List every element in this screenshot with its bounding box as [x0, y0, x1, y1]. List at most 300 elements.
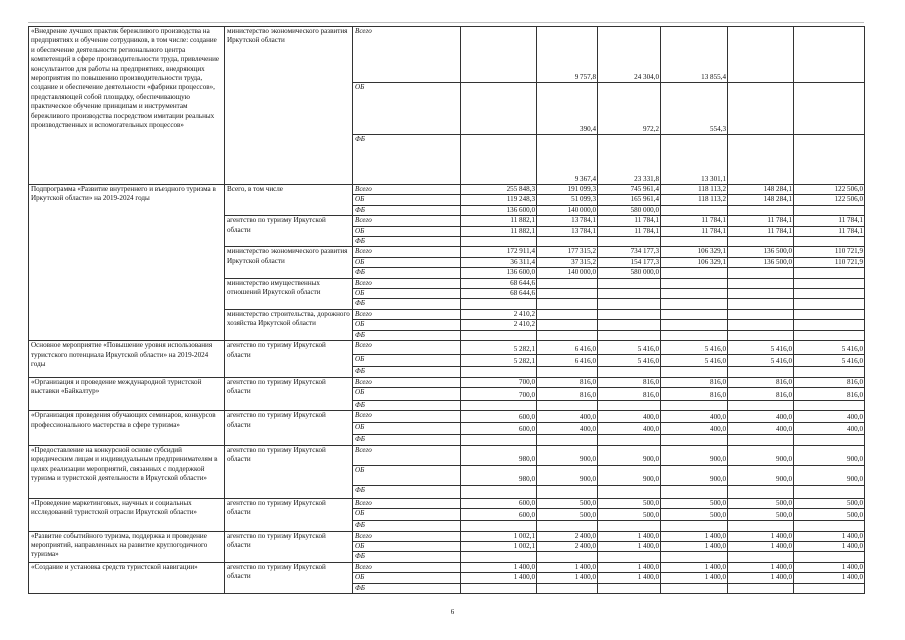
amount-cell [794, 205, 865, 215]
amount-cell: 900,0 [598, 465, 661, 485]
amount-cell: 2 400,0 [537, 541, 598, 551]
top-rule [28, 22, 864, 23]
amount-cell [728, 289, 794, 299]
amount-cell: 11 784,1 [794, 216, 865, 226]
amount-cell: 400,0 [728, 423, 794, 435]
amount-cell [598, 521, 661, 531]
amount-cell [794, 289, 865, 299]
amount-cell [728, 521, 794, 531]
executor-cell: агентство по туризму Иркутской области [225, 377, 353, 411]
amount-cell: 136 500,0 [728, 257, 794, 267]
amount-cell [794, 83, 865, 135]
amount-cell [661, 367, 728, 377]
amount-cell: 500,0 [537, 498, 598, 508]
amount-cell: 122 506,0 [794, 185, 865, 195]
amount-cell: 580 000,0 [598, 268, 661, 278]
activity-name-cell: Основное мероприятие «Повышение уровня использования туристского потенциала Иркутской области» на 2019-2024 годы [29, 341, 225, 377]
amount-cell [537, 521, 598, 531]
funding-source-cell: ФБ [353, 330, 461, 340]
executor-cell: агентство по туризму Иркутской области [225, 562, 353, 593]
amount-cell: 23 331,8 [598, 135, 661, 185]
amount-cell [661, 485, 728, 498]
amount-cell: 136 600,0 [461, 268, 537, 278]
funding-source-cell: ОБ [353, 355, 461, 367]
amount-cell: 900,0 [661, 465, 728, 485]
executor-cell: агентство по туризму Иркутской области [225, 216, 353, 247]
amount-cell [461, 135, 537, 185]
amount-cell: 6 416,0 [537, 341, 598, 355]
funding-source-cell: Всего [353, 185, 461, 195]
amount-cell: 400,0 [794, 411, 865, 423]
amount-cell [728, 299, 794, 309]
amount-cell [537, 485, 598, 498]
activity-name-cell: «Развитие событийного туризма, поддержка и проведение мероприятий, направленных на развитие круглогодичного туризма» [29, 531, 225, 562]
amount-cell: 400,0 [598, 423, 661, 435]
amount-cell: 13 784,1 [537, 216, 598, 226]
amount-cell: 600,0 [461, 498, 537, 508]
amount-cell: 118 113,2 [661, 195, 728, 205]
amount-cell [461, 485, 537, 498]
amount-cell [728, 27, 794, 83]
executor-cell: министерство экономического развития Иркутской области [225, 27, 353, 185]
amount-cell: 816,0 [661, 377, 728, 387]
table-row [29, 341, 865, 355]
amount-cell: 11 784,1 [598, 216, 661, 226]
table-row [29, 445, 865, 465]
amount-cell: 1 400,0 [661, 531, 728, 541]
amount-cell: 900,0 [661, 445, 728, 465]
amount-cell [461, 435, 537, 445]
amount-cell: 500,0 [537, 509, 598, 521]
page-number: 6 [450, 608, 455, 616]
activity-name-cell: «Предоставление на конкурсной основе субсидий юридическим лицам и индивидуальным предпринимателям в целях реализации мероприятий, связанных с поддержкой туризма и туристской деятельности в Иркутской области» [29, 445, 225, 498]
amount-cell: 900,0 [537, 445, 598, 465]
amount-cell: 172 911,4 [461, 247, 537, 257]
amount-cell: 1 400,0 [598, 541, 661, 551]
activity-name-cell: «Создание и установка средств туристской навигации» [29, 562, 225, 593]
amount-cell [537, 400, 598, 410]
amount-cell: 5 416,0 [794, 341, 865, 355]
amount-cell: 5 416,0 [598, 341, 661, 355]
amount-cell: 500,0 [794, 509, 865, 521]
amount-cell: 5 282,1 [461, 355, 537, 367]
amount-cell: 400,0 [661, 423, 728, 435]
funding-source-cell: ОБ [353, 195, 461, 205]
amount-cell [537, 583, 598, 593]
amount-cell: 255 848,3 [461, 185, 537, 195]
amount-cell: 816,0 [537, 377, 598, 387]
amount-cell: 5 416,0 [728, 341, 794, 355]
amount-cell: 400,0 [598, 411, 661, 423]
amount-cell: 9 367,4 [537, 135, 598, 185]
amount-cell [598, 278, 661, 288]
funding-source-cell: Всего [353, 27, 461, 83]
amount-cell [728, 367, 794, 377]
amount-cell: 554,3 [661, 83, 728, 135]
amount-cell: 972,2 [598, 83, 661, 135]
amount-cell: 2 400,0 [537, 531, 598, 541]
amount-cell: 148 284,1 [728, 195, 794, 205]
amount-cell [794, 299, 865, 309]
executor-cell: агентство по туризму Иркутской области [225, 531, 353, 562]
amount-cell: 1 002,1 [461, 541, 537, 551]
amount-cell: 1 400,0 [537, 562, 598, 572]
amount-cell: 13 855,4 [661, 27, 728, 83]
amount-cell: 106 329,1 [661, 247, 728, 257]
executor-cell: агентство по туризму Иркутской области [225, 341, 353, 377]
amount-cell: 5 416,0 [661, 355, 728, 367]
amount-cell [728, 485, 794, 498]
amount-cell [661, 299, 728, 309]
funding-source-cell: ФБ [353, 552, 461, 562]
amount-cell [598, 583, 661, 593]
amount-cell: 1 400,0 [661, 541, 728, 551]
table-row [29, 411, 865, 423]
amount-cell [728, 268, 794, 278]
amount-cell: 816,0 [598, 387, 661, 400]
table-row [29, 27, 865, 83]
amount-cell: 13 301,1 [661, 135, 728, 185]
funding-source-cell: ФБ [353, 268, 461, 278]
activity-name-cell: «Проведение маркетинговых, научных и социальных исследований туристской отрасли Иркутской области» [29, 498, 225, 531]
amount-cell: 13 784,1 [537, 226, 598, 236]
amount-cell: 37 315,2 [537, 257, 598, 267]
amount-cell: 5 282,1 [461, 341, 537, 355]
amount-cell [598, 320, 661, 330]
amount-cell: 1 400,0 [728, 541, 794, 551]
amount-cell: 11 784,1 [598, 226, 661, 236]
amount-cell [728, 400, 794, 410]
amount-cell: 500,0 [661, 498, 728, 508]
amount-cell: 148 284,1 [728, 185, 794, 195]
activity-name-cell: «Организация проведения обучающих семинаров, конкурсов профессионального мастерства в сфере туризма» [29, 411, 225, 445]
amount-cell: 500,0 [661, 509, 728, 521]
amount-cell: 700,0 [461, 377, 537, 387]
amount-cell: 980,0 [461, 445, 537, 465]
amount-cell [661, 237, 728, 247]
funding-source-cell: ФБ [353, 299, 461, 309]
amount-cell: 140 000,0 [537, 205, 598, 215]
funding-source-cell: Всего [353, 445, 461, 465]
amount-cell: 136 500,0 [728, 247, 794, 257]
amount-cell: 816,0 [794, 377, 865, 387]
amount-cell [728, 320, 794, 330]
funding-source-cell: ФБ [353, 583, 461, 593]
amount-cell: 177 315,2 [537, 247, 598, 257]
amount-cell [794, 135, 865, 185]
amount-cell [794, 435, 865, 445]
amount-cell: 816,0 [537, 387, 598, 400]
funding-source-cell: ОБ [353, 509, 461, 521]
amount-cell: 11 882,1 [461, 216, 537, 226]
amount-cell [537, 278, 598, 288]
amount-cell [794, 552, 865, 562]
amount-cell: 5 416,0 [661, 341, 728, 355]
amount-cell [461, 83, 537, 135]
amount-cell: 119 248,3 [461, 195, 537, 205]
amount-cell: 980,0 [461, 465, 537, 485]
amount-cell: 165 961,4 [598, 195, 661, 205]
amount-cell: 122 506,0 [794, 195, 865, 205]
funding-source-cell: ФБ [353, 205, 461, 215]
amount-cell [598, 435, 661, 445]
amount-cell [461, 299, 537, 309]
amount-cell [598, 289, 661, 299]
executor-cell: министерство экономического развития Иркутской области [225, 247, 353, 278]
amount-cell [794, 237, 865, 247]
amount-cell [661, 400, 728, 410]
amount-cell: 400,0 [537, 411, 598, 423]
amount-cell: 500,0 [728, 509, 794, 521]
amount-cell [537, 289, 598, 299]
amount-cell [728, 552, 794, 562]
amount-cell: 110 721,9 [794, 247, 865, 257]
amount-cell: 106 329,1 [661, 257, 728, 267]
amount-cell: 110 721,9 [794, 257, 865, 267]
amount-cell [461, 330, 537, 340]
amount-cell [794, 583, 865, 593]
amount-cell [598, 485, 661, 498]
amount-cell [461, 367, 537, 377]
amount-cell [661, 583, 728, 593]
executor-cell: агентство по туризму Иркутской области [225, 498, 353, 531]
amount-cell [661, 330, 728, 340]
amount-cell [661, 552, 728, 562]
executor-cell: агентство по туризму Иркутской области [225, 445, 353, 498]
amount-cell [537, 435, 598, 445]
amount-cell: 500,0 [728, 498, 794, 508]
amount-cell: 24 304,0 [598, 27, 661, 83]
amount-cell [728, 237, 794, 247]
amount-cell [598, 330, 661, 340]
amount-cell: 191 099,3 [537, 185, 598, 195]
amount-cell: 816,0 [598, 377, 661, 387]
funding-source-cell: ФБ [353, 135, 461, 185]
funding-source-cell: Всего [353, 498, 461, 508]
amount-cell: 816,0 [728, 387, 794, 400]
amount-cell [728, 135, 794, 185]
table-row [29, 498, 865, 508]
activity-name-cell: Подпрограмма «Развитие внутреннего и въездного туризма в Иркутской области» на 2019-2024 годы [29, 185, 225, 341]
funding-source-cell: ОБ [353, 541, 461, 551]
amount-cell [598, 237, 661, 247]
amount-cell: 600,0 [461, 423, 537, 435]
amount-cell: 400,0 [728, 411, 794, 423]
amount-cell [537, 237, 598, 247]
amount-cell: 5 416,0 [728, 355, 794, 367]
amount-cell: 400,0 [661, 411, 728, 423]
amount-cell [661, 309, 728, 319]
amount-cell [537, 309, 598, 319]
amount-cell: 500,0 [598, 498, 661, 508]
amount-cell: 5 416,0 [794, 355, 865, 367]
executor-cell: Всего, в том числе [225, 185, 353, 216]
funding-source-cell: ОБ [353, 226, 461, 236]
amount-cell: 390,4 [537, 83, 598, 135]
amount-cell: 1 400,0 [728, 562, 794, 572]
funding-source-cell: ФБ [353, 485, 461, 498]
amount-cell: 68 644,6 [461, 278, 537, 288]
amount-cell: 1 400,0 [537, 573, 598, 583]
amount-cell [794, 309, 865, 319]
funding-source-cell: ОБ [353, 465, 461, 485]
amount-cell: 11 784,1 [794, 226, 865, 236]
amount-cell: 36 311,4 [461, 257, 537, 267]
amount-cell [794, 521, 865, 531]
amount-cell: 136 600,0 [461, 205, 537, 215]
amount-cell: 600,0 [461, 411, 537, 423]
amount-cell [598, 299, 661, 309]
amount-cell [728, 205, 794, 215]
amount-cell [461, 237, 537, 247]
amount-cell [461, 27, 537, 83]
funding-source-cell: ОБ [353, 573, 461, 583]
amount-cell: 734 177,3 [598, 247, 661, 257]
funding-source-cell: Всего [353, 341, 461, 355]
amount-cell: 1 400,0 [461, 562, 537, 572]
executor-cell: министерство строительства, дорожного хозяйства Иркутской области [225, 309, 353, 340]
executor-cell: министерство имущественных отношений Иркутской области [225, 278, 353, 309]
table-row [29, 377, 865, 387]
amount-cell [537, 299, 598, 309]
amount-cell [728, 583, 794, 593]
activity-name-cell: «Организация и проведение международной туристской выставки «Байкалтур» [29, 377, 225, 411]
amount-cell [794, 330, 865, 340]
amount-cell [598, 309, 661, 319]
amount-cell: 1 400,0 [661, 562, 728, 572]
amount-cell: 1 400,0 [661, 573, 728, 583]
funding-source-cell: Всего [353, 562, 461, 572]
amount-cell [794, 27, 865, 83]
amount-cell: 5 416,0 [598, 355, 661, 367]
amount-cell: 118 113,2 [661, 185, 728, 195]
amount-cell: 816,0 [728, 377, 794, 387]
amount-cell: 1 400,0 [794, 573, 865, 583]
amount-cell [537, 552, 598, 562]
amount-cell: 140 000,0 [537, 268, 598, 278]
amount-cell: 2 410,2 [461, 309, 537, 319]
amount-cell [598, 367, 661, 377]
amount-cell [461, 552, 537, 562]
funding-source-cell: ОБ [353, 257, 461, 267]
activity-name-cell: «Внедрение лучших практик бережливого производства на предприятиях и обучение сотрудников, в том числе: создание и обеспечение деятельности регионального центра компетенций в сфере производительности труда, привлечение консультантов для работы на предприятиях, внедряющих мероприятия по повышению производительности труда, создание и обеспечение деятельности «фабрики процессов», представляющей собой площадку, обеспечивающую практическое обучение принципам и инструментам бережливого производства посредством имитации реальных производственных и вспомогательных процессов» [29, 27, 225, 185]
amount-cell: 51 099,3 [537, 195, 598, 205]
amount-cell: 11 784,1 [728, 216, 794, 226]
budget-table [28, 26, 865, 594]
amount-cell: 900,0 [598, 445, 661, 465]
amount-cell: 500,0 [598, 509, 661, 521]
amount-cell: 1 400,0 [794, 562, 865, 572]
amount-cell [461, 583, 537, 593]
amount-cell [598, 400, 661, 410]
amount-cell [728, 435, 794, 445]
amount-cell: 11 784,1 [661, 216, 728, 226]
amount-cell: 700,0 [461, 387, 537, 400]
amount-cell [728, 83, 794, 135]
funding-source-cell: Всего [353, 377, 461, 387]
amount-cell: 1 400,0 [794, 531, 865, 541]
funding-source-cell: ОБ [353, 289, 461, 299]
amount-cell: 400,0 [794, 423, 865, 435]
amount-cell [794, 278, 865, 288]
funding-source-cell: Всего [353, 531, 461, 541]
amount-cell: 816,0 [794, 387, 865, 400]
funding-source-cell: ФБ [353, 367, 461, 377]
amount-cell: 11 784,1 [661, 226, 728, 236]
funding-source-cell: ФБ [353, 400, 461, 410]
funding-source-cell: ОБ [353, 423, 461, 435]
amount-cell [537, 320, 598, 330]
amount-cell: 900,0 [537, 465, 598, 485]
amount-cell [794, 268, 865, 278]
amount-cell: 68 644,6 [461, 289, 537, 299]
amount-cell: 500,0 [794, 498, 865, 508]
funding-source-cell: ФБ [353, 237, 461, 247]
funding-source-cell: Всего [353, 278, 461, 288]
amount-cell [728, 309, 794, 319]
amount-cell: 745 961,4 [598, 185, 661, 195]
funding-source-cell: Всего [353, 309, 461, 319]
amount-cell: 2 410,2 [461, 320, 537, 330]
amount-cell [661, 278, 728, 288]
funding-source-cell: ОБ [353, 387, 461, 400]
amount-cell: 900,0 [794, 445, 865, 465]
amount-cell [794, 320, 865, 330]
amount-cell: 1 400,0 [598, 573, 661, 583]
amount-cell: 1 400,0 [728, 573, 794, 583]
amount-cell [461, 521, 537, 531]
amount-cell [728, 330, 794, 340]
amount-cell [661, 521, 728, 531]
amount-cell [537, 330, 598, 340]
amount-cell: 1 002,1 [461, 531, 537, 541]
amount-cell: 580 000,0 [598, 205, 661, 215]
amount-cell: 154 177,3 [598, 257, 661, 267]
amount-cell: 1 400,0 [598, 531, 661, 541]
amount-cell: 9 757,8 [537, 27, 598, 83]
amount-cell: 11 784,1 [728, 226, 794, 236]
table-row [29, 185, 865, 195]
amount-cell [661, 205, 728, 215]
amount-cell: 1 400,0 [598, 562, 661, 572]
amount-cell: 1 400,0 [728, 531, 794, 541]
funding-source-cell: Всего [353, 411, 461, 423]
amount-cell: 11 882,1 [461, 226, 537, 236]
amount-cell [794, 400, 865, 410]
budget-table-sheet [28, 26, 864, 594]
amount-cell [794, 367, 865, 377]
funding-source-cell: Всего [353, 247, 461, 257]
amount-cell [461, 400, 537, 410]
amount-cell [728, 278, 794, 288]
amount-cell: 1 400,0 [461, 573, 537, 583]
amount-cell: 816,0 [661, 387, 728, 400]
funding-source-cell: Всего [353, 216, 461, 226]
table-row [29, 531, 865, 541]
amount-cell [598, 552, 661, 562]
amount-cell [661, 320, 728, 330]
amount-cell [537, 367, 598, 377]
budget-table-body [29, 27, 865, 594]
amount-cell [661, 268, 728, 278]
amount-cell: 900,0 [794, 465, 865, 485]
amount-cell: 400,0 [537, 423, 598, 435]
amount-cell [794, 485, 865, 498]
amount-cell: 900,0 [728, 465, 794, 485]
amount-cell: 900,0 [728, 445, 794, 465]
amount-cell [661, 289, 728, 299]
funding-source-cell: ОБ [353, 83, 461, 135]
